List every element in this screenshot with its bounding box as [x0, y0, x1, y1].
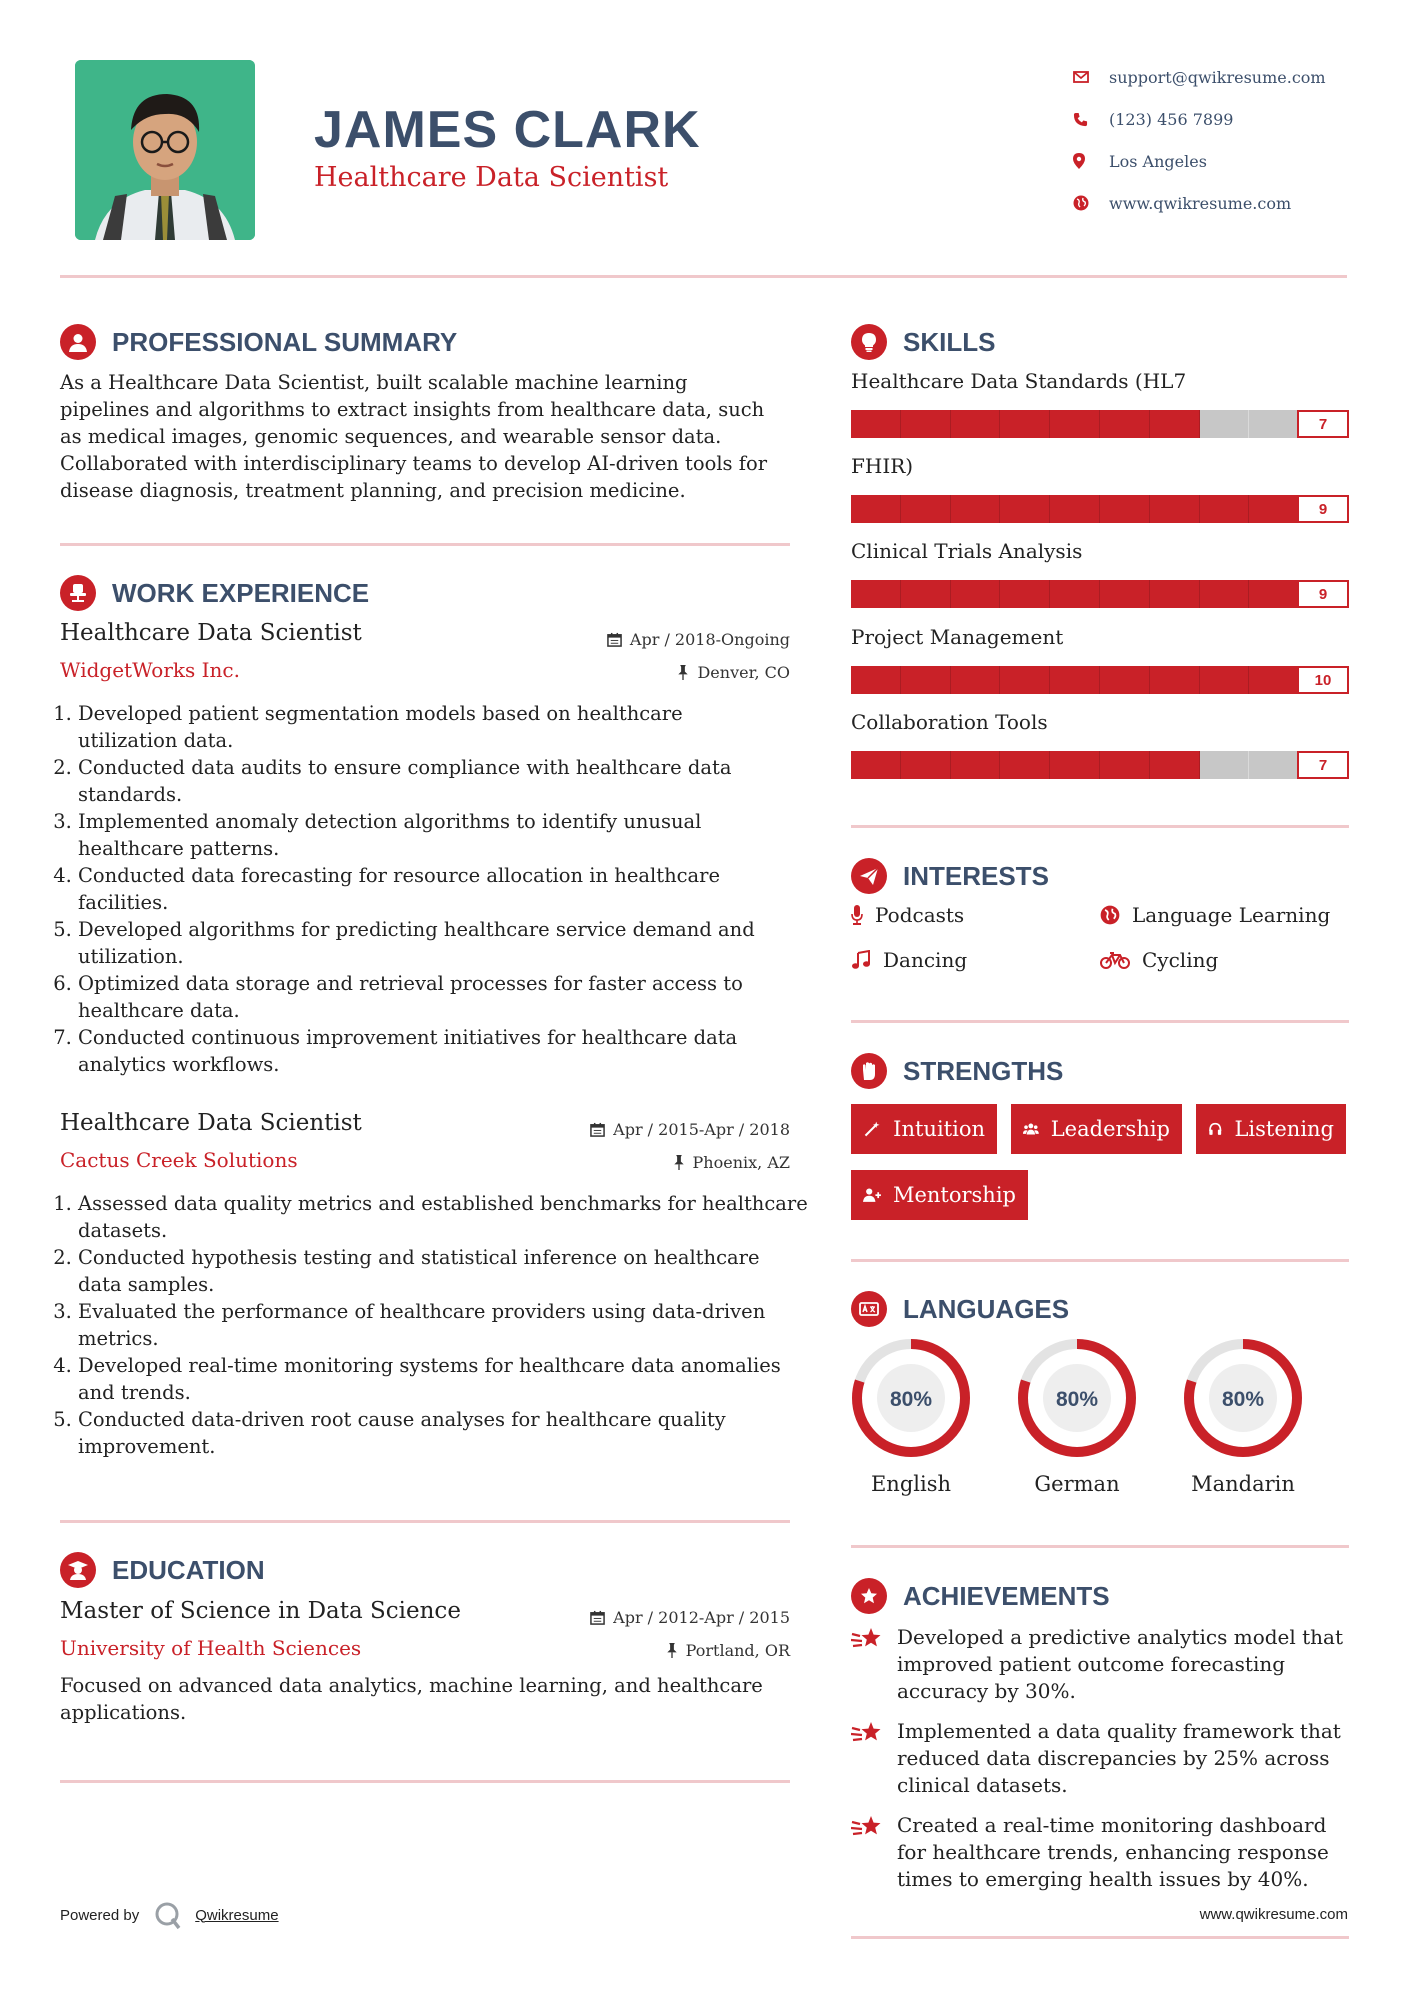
list-item: 1. Developed patient segmentation models based on healthcare utilization data.: [78, 700, 788, 754]
bicycle-icon: [1100, 950, 1130, 970]
skill-bar-segment: [1100, 495, 1150, 523]
language-ring: [1015, 1336, 1139, 1460]
job-company: Cactus Creek Solutions: [60, 1148, 298, 1172]
skill-label: Clinical Trials Analysis: [851, 539, 1083, 563]
list-item: 3. Implemented anomaly detection algorithms to identify unusual healthcare patterns.: [78, 808, 788, 862]
experience-heading-text: WORK EXPERIENCE: [112, 577, 370, 608]
skill-bar-segment: [901, 410, 951, 438]
skill-bar-segment: [1050, 410, 1100, 438]
summary-heading-text: PROFESSIONAL SUMMARY: [112, 326, 458, 357]
skill-bar-segment: [951, 410, 1001, 438]
skill-bar-segment: [1100, 666, 1150, 694]
job-title: Healthcare Data Scientist: [60, 1110, 362, 1136]
interest-label: Language Learning: [1132, 903, 1331, 927]
skill-bar-segment: [1150, 410, 1200, 438]
magic-wand-icon: [863, 1118, 881, 1140]
user-plus-icon: [863, 1185, 881, 1205]
language-percent: 80%: [1055, 1388, 1099, 1411]
summary-divider: [60, 543, 790, 546]
skill-bar-segment: [1100, 410, 1150, 438]
skill-bar-segment: [1249, 410, 1299, 438]
achievement-text: Created a real-time monitoring dashboard for healthcare trends, enhancing response times to emerging health issues by 40%.: [897, 1813, 1329, 1891]
contact-phone[interactable]: [1073, 98, 1393, 140]
list-item: 4. Conducted data forecasting for resource allocation in healthcare facilities.: [78, 862, 788, 916]
footer-url[interactable]: www.qwikresume.com: [1199, 1906, 1348, 1923]
skill-bar-segment: [1200, 666, 1250, 694]
microphone-icon: [851, 905, 863, 925]
education-dates: [590, 1608, 790, 1627]
strength-label: Mentorship: [892, 1183, 1016, 1207]
job-duties-list: [60, 700, 788, 1078]
job-location: [677, 663, 790, 682]
skill-bar-segment: [1150, 495, 1200, 523]
skill-level: 7: [1297, 410, 1349, 438]
skills-heading: [851, 324, 995, 360]
envelope-icon: [1073, 70, 1109, 84]
skills-heading-text: SKILLS: [903, 326, 996, 357]
skill-bar-segment: [1200, 410, 1250, 438]
skill-bar-segment: [1000, 751, 1050, 779]
skill-bar-segment: [1050, 751, 1100, 779]
skill-bar-segment: [1200, 751, 1250, 779]
skill-bar-segment: [901, 495, 951, 523]
user-circle-icon: [60, 324, 96, 360]
star-badge-icon: [851, 1578, 887, 1614]
skill-bar-segment: [851, 495, 901, 523]
job-title: Healthcare Data Scientist: [60, 620, 362, 646]
person-portrait-icon: [75, 60, 255, 240]
education-dates-text: Apr / 2012-Apr / 2015: [613, 1608, 790, 1627]
contact-email-text: support@qwikresume.com: [1109, 67, 1326, 87]
interest-item: [851, 948, 967, 972]
experience-heading: [60, 575, 369, 611]
candidate-title: Healthcare Data Scientist: [314, 162, 669, 193]
skill-label: Collaboration Tools: [851, 710, 1048, 734]
skill-bar-segment: [851, 580, 901, 608]
skill-bar-segment: [1000, 410, 1050, 438]
list-item: 3. Evaluated the performance of healthcare providers using data-driven metrics.: [78, 1298, 808, 1352]
job-duties-list: [60, 1190, 808, 1460]
skill-bar-segment: [1150, 751, 1200, 779]
language-label: Mandarin: [1191, 1472, 1295, 1496]
skill-bar-segment: [1249, 580, 1299, 608]
skill-level: 9: [1297, 580, 1349, 608]
skill-bar-segment: [951, 580, 1001, 608]
achievements-heading: [851, 1578, 1110, 1614]
achievements-divider: [851, 1936, 1349, 1939]
contact-website[interactable]: [1073, 182, 1393, 224]
header-divider: [60, 275, 1347, 278]
strengths-heading-text: STRENGTHS: [903, 1055, 1064, 1086]
education-description: Focused on advanced data analytics, machine learning, and healthcare applications.: [60, 1674, 763, 1724]
qwikresume-logo-icon: [153, 1900, 183, 1930]
strengths-heading: [851, 1053, 1063, 1089]
skill-bar-segment: [1050, 580, 1100, 608]
list-item: 6. Optimized data storage and retrieval processes for faster access to healthcare data.: [78, 970, 788, 1024]
job-location-text: Phoenix, AZ: [692, 1153, 790, 1172]
skill-bar-segment: [901, 580, 951, 608]
globe-icon: [1100, 905, 1120, 925]
degree-title: Master of Science in Data Science: [60, 1598, 461, 1624]
skill-bar-segment: [901, 751, 951, 779]
music-note-icon: [851, 950, 871, 970]
profile-photo: [75, 60, 255, 240]
skill-level: 7: [1297, 751, 1349, 779]
skill-level: 9: [1297, 495, 1349, 523]
skill-label: Healthcare Data Standards (HL7: [851, 369, 1187, 393]
skill-bar-segment: [1200, 495, 1250, 523]
users-icon: [1023, 1119, 1039, 1139]
skill-bar-segment: [951, 666, 1001, 694]
shooting-star-icon: [851, 1814, 883, 1840]
school-name: University of Health Sciences: [60, 1636, 362, 1660]
job-dates: [607, 630, 790, 649]
skill-bar-segment: [1200, 580, 1250, 608]
candidate-name: JAMES CLARK: [314, 101, 701, 159]
map-pin-icon: [1073, 153, 1109, 169]
phone-icon: [1073, 112, 1109, 127]
skill-bar-segment: [951, 751, 1001, 779]
list-item: 5. Developed algorithms for predicting healthcare service demand and utilization.: [78, 916, 788, 970]
contact-website-text: www.qwikresume.com: [1109, 193, 1292, 213]
list-item: 7. Conducted continuous improvement initiatives for healthcare data analytics workflows.: [78, 1024, 788, 1078]
education-heading: [60, 1552, 265, 1588]
language-percent: 80%: [1221, 1388, 1265, 1411]
languages-heading: [851, 1291, 1069, 1327]
list-item: 5. Conducted data-driven root cause analyses for healthcare quality improvement.: [78, 1406, 808, 1460]
interests-divider: [851, 1020, 1349, 1023]
skill-bar-segment: [901, 666, 951, 694]
pushpin-icon: [673, 1155, 685, 1170]
job-dates: [590, 1120, 790, 1139]
list-item: 2. Conducted hypothesis testing and statistical inference on healthcare data samples.: [78, 1244, 808, 1298]
lightbulb-icon: [851, 324, 887, 360]
skill-bar: [851, 666, 1349, 694]
education-heading-text: EDUCATION: [112, 1554, 265, 1585]
strength-badge: [851, 1104, 997, 1154]
interest-label: Podcasts: [875, 903, 965, 927]
strength-label: Listening: [1234, 1117, 1334, 1141]
contact-location-text: Los Angeles: [1109, 151, 1207, 171]
interests-heading: [851, 858, 1049, 894]
footer-powered-by: [60, 1900, 279, 1930]
education-entry: [60, 1598, 790, 1738]
office-chair-icon: [60, 575, 96, 611]
education-location-text: Portland, OR: [685, 1641, 790, 1660]
skill-bar-segment: [1249, 666, 1299, 694]
summary-text: As a Healthcare Data Scientist, built scalable machine learning pipelines and algorithms to extract insights from healthcare data, such as medical images, genomic sequences, and wearable sensor data. Collaborated with interdisciplinary teams to develop AI-driven tools for disease diagnosis, treatment planning, and precision medicine.: [60, 371, 768, 502]
skill-bar-segment: [951, 495, 1001, 523]
list-item: 1. Assessed data quality metrics and established benchmarks for healthcare datasets.: [78, 1190, 808, 1244]
graduate-icon: [60, 1552, 96, 1588]
hand-icon: [851, 1053, 887, 1089]
achievements-heading-text: ACHIEVEMENTS: [903, 1580, 1110, 1611]
skill-bar-segment: [1249, 751, 1299, 779]
powered-by-text: Powered by: [60, 1906, 140, 1924]
education-divider: [60, 1780, 790, 1783]
language-item: [849, 1336, 973, 1496]
interest-item: [1100, 948, 1218, 972]
strengths-divider: [851, 1259, 1349, 1262]
language-item: [1015, 1336, 1139, 1496]
skill-bar-segment: [1050, 495, 1100, 523]
skill-bar: [851, 495, 1349, 523]
skill-bar-segment: [1000, 495, 1050, 523]
strength-badge: [851, 1170, 1028, 1220]
brand-link[interactable]: Qwikresume: [195, 1906, 279, 1924]
list-item: 2. Conducted data audits to ensure compliance with healthcare data standards.: [78, 754, 788, 808]
experience-divider: [60, 1520, 790, 1523]
job-dates-text: Apr / 2015-Apr / 2018: [613, 1120, 790, 1139]
language-ring: [849, 1336, 973, 1460]
summary-heading: [60, 324, 457, 360]
skill-bar-segment: [851, 410, 901, 438]
job-dates-text: Apr / 2018-Ongoing: [629, 630, 790, 649]
achievement-item: [851, 1624, 1351, 1705]
skill-bar-segment: [1000, 666, 1050, 694]
job-entry: [60, 1110, 808, 1470]
interest-item: [851, 903, 964, 927]
skill-bar-segment: [1150, 580, 1200, 608]
skills-divider: [851, 825, 1349, 828]
skill-bar: [851, 751, 1349, 779]
shooting-star-icon: [851, 1720, 883, 1746]
achievement-item: [851, 1812, 1351, 1893]
skill-bar-segment: [1150, 666, 1200, 694]
interests-heading-text: INTERESTS: [903, 860, 1049, 891]
contact-phone-text: (123) 456 7899: [1109, 109, 1234, 129]
achievement-item: [851, 1718, 1351, 1799]
skill-bar-segment: [851, 751, 901, 779]
skill-bar-segment: [1100, 580, 1150, 608]
strength-label: Intuition: [893, 1117, 985, 1141]
calendar-icon: [590, 1122, 605, 1137]
job-location-text: Denver, CO: [697, 663, 790, 682]
skill-bar-segment: [1249, 495, 1299, 523]
headphones-icon: [1208, 1118, 1222, 1140]
pushpin-icon: [666, 1643, 678, 1658]
interest-label: Cycling: [1142, 948, 1219, 972]
contact-list: [1073, 56, 1393, 224]
interest-label: Dancing: [883, 948, 968, 972]
skill-label: Project Management: [851, 625, 1064, 649]
list-item: 4. Developed real-time monitoring systems for healthcare data anomalies and trends.: [78, 1352, 808, 1406]
achievement-text: Implemented a data quality framework that reduced data discrepancies by 25% across clinical datasets.: [897, 1719, 1341, 1797]
skill-bar-segment: [1100, 751, 1150, 779]
strength-badge: [1011, 1104, 1182, 1154]
strength-label: Leadership: [1050, 1117, 1170, 1141]
shooting-star-icon: [851, 1626, 883, 1652]
languages-divider: [851, 1545, 1349, 1548]
language-label: English: [870, 1472, 952, 1496]
language-icon: [851, 1291, 887, 1327]
calendar-icon: [590, 1610, 605, 1625]
skill-level: 10: [1297, 666, 1349, 694]
paper-plane-icon: [851, 858, 887, 894]
calendar-icon: [607, 632, 622, 647]
language-ring: [1181, 1336, 1305, 1460]
strength-badge: [1196, 1104, 1346, 1154]
achievement-text: Developed a predictive analytics model that improved patient outcome forecasting accuracy by 30%.: [897, 1625, 1344, 1703]
skill-bar-segment: [1050, 666, 1100, 694]
language-label: German: [1034, 1472, 1120, 1496]
skill-label: FHIR): [851, 454, 914, 478]
contact-email[interactable]: [1073, 56, 1393, 98]
education-location: [666, 1641, 790, 1660]
skill-bar-segment: [1000, 580, 1050, 608]
language-item: [1181, 1336, 1305, 1496]
skill-bar: [851, 410, 1349, 438]
job-company: WidgetWorks Inc.: [60, 658, 240, 682]
skill-bar-segment: [851, 666, 901, 694]
interest-item: [1100, 903, 1330, 927]
skill-bar: [851, 580, 1349, 608]
job-location: [673, 1153, 790, 1172]
contact-location: [1073, 140, 1393, 182]
language-percent: 80%: [889, 1388, 933, 1411]
languages-heading-text: LANGUAGES: [903, 1293, 1070, 1324]
globe-icon: [1073, 195, 1109, 211]
job-entry: [60, 620, 790, 1080]
pushpin-icon: [677, 665, 689, 680]
